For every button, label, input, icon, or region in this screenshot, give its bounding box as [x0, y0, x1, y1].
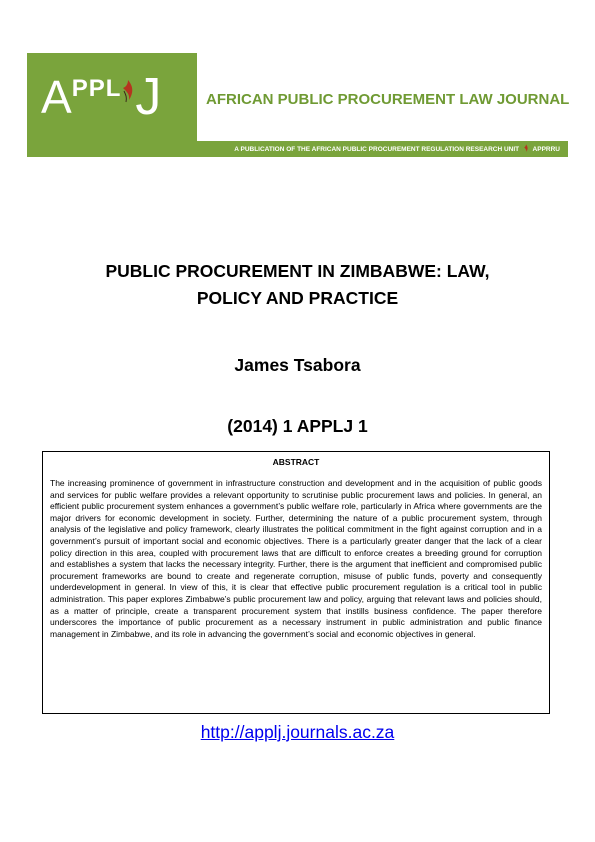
author-name: James Tsabora [234, 355, 361, 375]
logo-letter-j: J [135, 68, 162, 126]
journal-banner [27, 53, 568, 157]
logo-letter-a: A [41, 71, 72, 123]
flame-leaf-small-icon [523, 144, 529, 153]
publication-statement: A PUBLICATION OF THE AFRICAN PUBLIC PROCUREMENT REGULATION RESEARCH UNIT [234, 146, 520, 153]
journal-title: AFRICAN PUBLIC PROCUREMENT LAW JOURNAL [206, 91, 570, 108]
unit-abbreviation: APPRRU [532, 146, 560, 153]
publication-strip [27, 141, 568, 157]
paper-title-line-1: PUBLIC PROCUREMENT IN ZIMBABWE: LAW, [105, 261, 490, 281]
flame-leaf-icon [121, 79, 135, 103]
paper-title-line-2: POLICY AND PRACTICE [196, 288, 399, 308]
citation: (2014) 1 APPLJ 1 [227, 416, 368, 436]
abstract-heading: ABSTRACT [272, 457, 320, 467]
paper-title [0, 258, 595, 312]
abstract-text: The increasing prominence of government in infrastructure construction and development and in the acquisition of public goods and services for public welfare provides a relevant opportunity to scrutinise public procurement laws and policies. In general, an efficient public procurement system enhances a government’s public welfare role, particularly in Africa where governments are the major drivers for economic development in society. Further, determining the nature of a public procurement system, through analysis of the legislative and policy framework, clearly illustrates the political commitment in the fight against corruption and in a government’s pursuit of important social and economic objectives. There is a particularly greater danger that the lack of a clear policy direction in this area, coupled with procurement laws that are difficult to enforce creates a breeding ground for corruption and establishes a system that lacks the necessary integrity. Further, there is the argument that inefficient and compromised public procurement frameworks are bound to create and regenerate corruption, misuse of public funds, poverty and consequently underdevelopment in general. In view of this, it is clear that effective public procurement regulation is a critical tool in public administration. This paper explores Zimbabwe’s public procurement law and policy, arguing that relevant laws and policies should, as a matter of principle, create a transparent procurement system that instills business confidence. The paper therefore underscores the importance of public procurement as a necessary instrument in public administration and public finance management in Zimbabwe, and its role in advancing the government’s social and economic objectives in general. [50, 478, 542, 639]
journal-website-link[interactable]: http://applj.journals.ac.za [200, 722, 395, 742]
abstract-box [42, 451, 550, 714]
logo-letters-ppl: PPL [71, 75, 122, 102]
